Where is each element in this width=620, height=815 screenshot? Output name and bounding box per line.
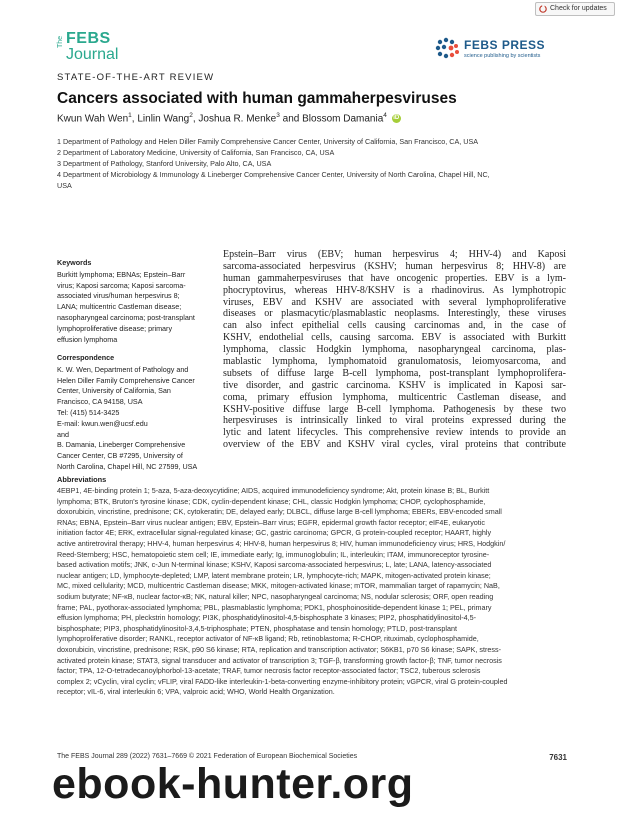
author-separator: , xyxy=(131,113,138,125)
febs-press-name: FEBS PRESS xyxy=(464,38,546,52)
abstract-line: human gammaherpesviruses that have oncogenic properties. EBV is a lym- xyxy=(223,272,566,284)
abstract-line: tive disorder, and gastric carcinoma. KSHV is implicated in Kaposi sar- xyxy=(223,379,566,391)
correspondence-line: Cancer Center, CB #7295, University of xyxy=(57,451,183,461)
abbreviation-line: frame; PAL, pyothorax-associated lymphoma; PBL, plasmablastic lymphoma; PDK1, phosphoinositide-dependent kinase 1; PEL, primary xyxy=(57,602,492,612)
affiliation-1: 1 Department of Pathology and Helen Diller Family Comprehensive Cancer Center, University of California, San Francisco, CA, USA xyxy=(57,137,479,146)
abstract-line: coma, primary effusion lymphoma, multicentric Castleman disease, and xyxy=(223,391,566,403)
abbreviation-line: doxorubicin, vincristine, prednisone; RSK, p90 S6 kinase; RTA, replication and transcription activator; S6KB1, p70 S6 kinase; SAPK, stress- xyxy=(57,644,501,654)
abbreviation-line: sodium butyrate; NF-κB, nuclear factor-κB; NK, natural killer; NPC, nasopharyngeal carcinoma; NS, nodular sclerosis; ORF, open reading xyxy=(57,591,494,601)
abstract-line: viruses, EBV and KSHV are associated with several lymphoproliferative xyxy=(223,296,566,308)
affiliation-4: 4 Department of Microbiology & Immunology & Lineberger Comprehensive Cancer Center, University of North Carolina, Chapel Hill, NC, xyxy=(57,170,490,179)
author-affiliation-mark: 1 xyxy=(128,112,132,119)
abbreviation-line: lymphoproliferative disorder; RANKL, receptor activator of NF-κB ligand; Rb, retinoblastoma; R-CHOP, rituximab, cyclophosphamide, xyxy=(57,634,479,644)
abstract-line: diseases or plasmacytic/plasmablastic neoplasms. Interestingly, these viruses xyxy=(223,308,566,320)
correspondence-block xyxy=(57,353,207,473)
abbreviation-line: MC, mixed cellularity; MCD, multicentric Castleman disease; MKK, mitogen-activated kinase; mTOR, mammalian target of rapamycin; NaB, xyxy=(57,581,500,591)
keywords-block xyxy=(57,258,207,345)
correspondence-line: and xyxy=(57,429,69,439)
keyword-line: lymphoproliferative disease; primary xyxy=(57,323,173,333)
abbreviation-line: initiation factor 4E; ERK, extracellular signal-regulated kinase; GC, gastric carcinoma; GPCR, G protein-coupled receptor; HAART, highly xyxy=(57,528,492,538)
febs-press-logo xyxy=(434,36,574,64)
abbreviation-line: 4EBP1, 4E-binding protein 1; 5-aza, 5-aza-deoxycytidine; AIDS, acquired immunodeficiency syndrome; Akt, protein kinase B; BL, Burkitt xyxy=(57,486,490,495)
author-separator: , xyxy=(192,113,199,125)
affiliation-2: 2 Department of Laboratory Medicine, University of California, San Francisco, CA, USA xyxy=(57,148,335,157)
correspondence-line: Tel: (415) 514-3425 xyxy=(57,407,120,417)
abstract-line: KSHV-positive diffuse large B-cell lymphoma. Pathogenesis by these two xyxy=(223,403,566,415)
abstract-line: sarcoma-associated herpesvirus (KSHV; human herpesvirus 8; HHV-8) are xyxy=(223,260,566,272)
orcid-icon[interactable]: iD xyxy=(393,115,400,122)
abbreviation-line: Reed-Sternberg; HSC, hematopoietic stem cell; IE, immediate early; Ig, immunoglobulin; IL, interleukin; ITAM, immunoreceptor tyrosine- xyxy=(57,549,490,559)
correspondence-line: Francisco, CA 94158, USA xyxy=(57,397,143,407)
author-affiliation-mark: 3 xyxy=(276,112,280,119)
author-separator: and xyxy=(279,113,303,125)
abbreviation-line: receptor; vIL-6, viral interleukin 6; VPA, valproic acid; WHO, World Health Organization. xyxy=(57,687,335,697)
abbreviation-line: bisphosphate; PIP3, phosphatidylinositol-3,4,5-triphosphate; PTEN, phosphatase and tensin homology; PTLD, post-transplant xyxy=(57,623,457,633)
correspondence-heading: Correspondence xyxy=(57,353,115,362)
correspondence-email[interactable]: E-mail: kwun.wen@ucsf.edu xyxy=(57,418,148,428)
abstract xyxy=(223,249,566,451)
keywords-heading: Keywords xyxy=(57,258,92,267)
keyword-line: effusion lymphoma xyxy=(57,334,118,344)
author-name[interactable]: Joshua R. Menke xyxy=(198,113,277,125)
abstract-line: Epstein–Barr virus (EBV; human herpesvirus 4; HHV-4) and Kaposi xyxy=(223,249,566,260)
journal-logo-the: The xyxy=(57,35,64,48)
abbreviation-line: active antiretroviral therapy; HHV-4, human herpesvirus 4; HHV-8, human herpesvirus 8; HIV, human immunodeficiency virus; HRS, Hodgkin/ xyxy=(57,538,506,548)
keyword-line: associated virus/human herpesvirus 8; xyxy=(57,291,180,301)
author-list xyxy=(57,112,401,124)
correspondence-line: Helen Diller Family Comprehensive Cancer xyxy=(57,375,195,385)
journal-logo-febs: FEBS xyxy=(66,30,111,47)
abbreviation-line: factor; TPA, 12-O-tetradecanoylphorbol-13-acetate; TRAF, tumor necrosis factor receptor-associated factor; TSC2, tuberous sclerosis xyxy=(57,666,481,676)
affiliation-4-cont: USA xyxy=(57,181,72,190)
abbreviations-list xyxy=(57,486,567,698)
abbreviation-line: based activation motifs; JNK, c-Jun N-terminal kinase; KSHV, Kaposi sarcoma-associated herpesvirus; L, late; LANA, latency-associated xyxy=(57,560,492,570)
abstract-line: phocryptovirus, whereas HHV-8/KSHV is a rhadinovirus. As lymphotropic xyxy=(223,284,566,296)
abbreviations-heading: Abbreviations xyxy=(57,475,107,484)
article-type: STATE-OF-THE-ART REVIEW xyxy=(57,72,215,83)
page-footer xyxy=(57,753,567,760)
author-name[interactable]: Linlin Wang xyxy=(137,113,190,125)
correspondence-line: North Carolina, Chapel Hill, NC 27599, USA xyxy=(57,461,198,471)
article-title: Cancers associated with human gammaherpesviruses xyxy=(57,90,457,107)
abbreviation-line: effusion lymphoma; PH, pleckstrin homology; PI3K, phosphatidylinositol-4,5-bisphosphate 3 kinases; PIP2, phosphatidylinositol-4,5- xyxy=(57,613,476,623)
abbreviation-line: activated protein kinase; STAT3, signal transducer and activator of transcription 3; TGF-β, transforming growth factor-β; TNF, tumor necrosis xyxy=(57,655,502,665)
abstract-line: overview of the EBV and KSHV viral cycles, viral proteins that contribute xyxy=(223,439,566,451)
correspondence-line: B. Damania, Lineberger Comprehensive xyxy=(57,440,186,450)
author-name[interactable]: Blossom Damania xyxy=(302,113,384,125)
refresh-icon xyxy=(539,5,547,13)
abbreviation-line: lymphoma; BTK, Bruton's tyrosine kinase; CDK, cyclin-dependent kinase; CHL, classic Hodgkin lymphoma; CHOP, cyclophosphamide, xyxy=(57,496,486,506)
abbreviation-line: RNAs; EBNA, Epstein–Barr virus nuclear antigen; EBV, Epstein–Barr virus; EGFR, epidermal growth factor receptor; eIF4E, eukaryotic xyxy=(57,517,485,527)
abstract-line: herpesviruses is intrinsically linked to viral proteins expressed during the xyxy=(223,415,566,427)
keyword-line: Burkitt lymphoma; EBNAs; Epstein–Barr xyxy=(57,269,186,279)
abstract-line: can also infect epithelial cells causing carcinomas and, in the case of xyxy=(223,320,566,332)
abbreviation-line: nuclear antigen; LD, lymphocyte-depleted; LMP, latent membrane protein; LR, lymphocyte-rich; MAPK, mitogen-activated protein kinase; xyxy=(57,570,491,580)
abstract-line: lytic and latent lifecycles. This comprehensive review intends to provide an xyxy=(223,427,566,439)
author-affiliation-mark: 2 xyxy=(189,112,193,119)
journal-logo-name: Journal xyxy=(66,46,119,63)
correspondence-line: K. W. Wen, Department of Pathology and xyxy=(57,364,189,374)
correspondence-line: Center, University of California, San xyxy=(57,386,171,396)
author-name[interactable]: Kwun Wah Wen xyxy=(57,113,129,125)
keyword-line: nasopharyngeal carcinoma; post-transplant xyxy=(57,312,195,322)
journal-logo xyxy=(57,28,121,68)
keyword-line: virus; Kaposi sarcoma; Kaposi sarcoma- xyxy=(57,280,186,290)
keyword-line: LANA; multicentric Castleman disease; xyxy=(57,302,182,312)
abbreviation-line: complex 2; vCyclin, viral cyclin; vFLIP, viral FADD-like interleukin-1-beta-converting enzyme-inhibitory protein; vGPCR, viral G protein-coupled xyxy=(57,676,508,686)
abstract-line: KSHV, endothelial cells, causing sarcoma. EBV is associated with Burkitt xyxy=(223,332,566,344)
check-for-updates-button[interactable] xyxy=(535,2,615,16)
author-affiliation-mark: 4 xyxy=(383,112,387,119)
page-number: 7631 xyxy=(549,753,567,762)
check-for-updates-label: Check for updates xyxy=(550,5,607,12)
febs-press-tagline: science publishing by scientists xyxy=(464,53,541,59)
febs-press-emblem-icon xyxy=(434,36,462,62)
affiliation-3: 3 Department of Pathology, Stanford University, Palo Alto, CA, USA xyxy=(57,159,272,168)
footer-citation: The FEBS Journal 289 (2022) 7631–7669 © 2021 Federation of European Biochemical Societies xyxy=(57,753,358,760)
abstract-line: subsets of diffuse large B-cell lymphoma, post-transplant lymphoprolifera- xyxy=(223,367,566,379)
abstract-line: mablastic lymphoma, lymphomatoid granulomatosis, leiomyosarcoma, and xyxy=(223,356,566,368)
watermark-text: ebook-hunter.org xyxy=(52,760,414,808)
abstract-line: lymphoma, classic Hodgkin lymphoma, nasopharyngeal carcinoma, plas- xyxy=(223,344,566,356)
abbreviation-line: doxorubicin, vincristine, prednisone; CK, cytokeratin; DE, delayed early; DLBCL, diffuse large B-cell lymphoma; EBERs, EBV-encoded small xyxy=(57,507,502,517)
